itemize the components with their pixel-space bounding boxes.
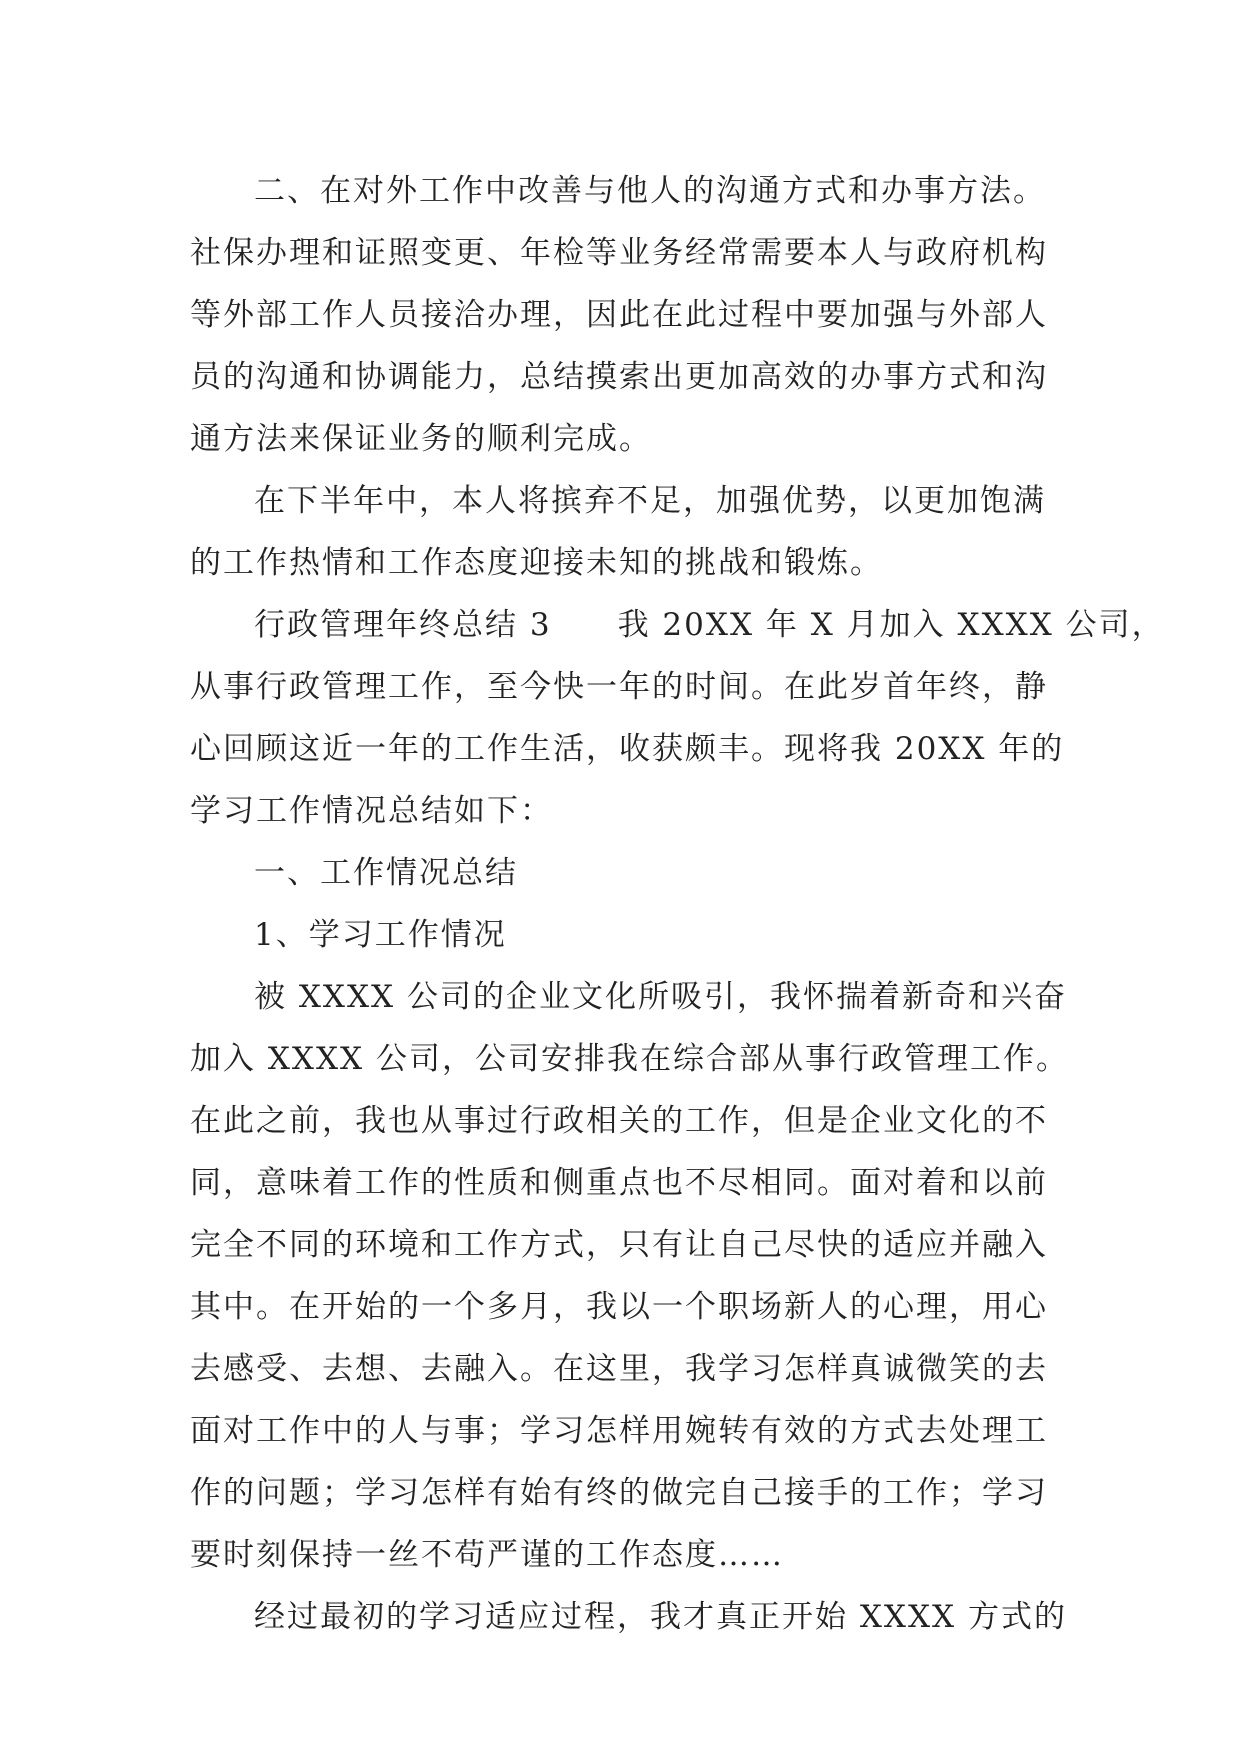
- text-line: 被 XXXX 公司的企业文化所吸引，我怀揣着新奇和兴奋: [254, 979, 1067, 1015]
- text-line: 员的沟通和协调能力，总结摸索出更加高效的办事方式和沟: [190, 359, 1048, 395]
- text-line: 完全不同的环境和工作方式，只有让自己尽快的适应并融入: [190, 1227, 1048, 1263]
- text-line: 二、在对外工作中改善与他人的沟通方式和办事方法。: [254, 173, 1046, 209]
- text-line: 加入 XXXX 公司，公司安排我在综合部从事行政管理工作。: [190, 1041, 1069, 1077]
- text-line: 要时刻保持一丝不苟严谨的工作态度……: [190, 1537, 784, 1573]
- subheading-line: 1、学习工作情况: [254, 917, 507, 953]
- text-line: 心回顾这近一年的工作生活，收获颇丰。现将我 20XX 年的: [190, 731, 1065, 767]
- text-line: 同，意味着工作的性质和侧重点也不尽相同。面对着和以前: [190, 1165, 1048, 1201]
- text-line: 其中。在开始的一个多月，我以一个职场新人的心理，用心: [190, 1289, 1048, 1325]
- text-line: 社保办理和证照变更、年检等业务经常需要本人与政府机构: [190, 235, 1048, 271]
- text-line: 等外部工作人员接洽办理，因此在此过程中要加强与外部人: [190, 297, 1048, 333]
- text-line: 从事行政管理工作，至今快一年的时间。在此岁首年终，静: [190, 669, 1048, 705]
- text-line: 在此之前，我也从事过行政相关的工作，但是企业文化的不: [190, 1103, 1048, 1139]
- text-line: 作的问题；学习怎样有始有终的做完自己接手的工作；学习: [190, 1475, 1048, 1511]
- text-line: 去感受、去想、去融入。在这里，我学习怎样真诚微笑的去: [190, 1351, 1048, 1387]
- text-line: 在下半年中，本人将摈弃不足，加强优势，以更加饱满: [254, 483, 1046, 519]
- text-line: 的工作热情和工作态度迎接未知的挑战和锻炼。: [190, 545, 883, 581]
- text-line: 面对工作中的人与事；学习怎样用婉转有效的方式去处理工: [190, 1413, 1048, 1449]
- text-line: 经过最初的学习适应过程，我才真正开始 XXXX 方式的: [254, 1599, 1067, 1635]
- text-line: 通方法来保证业务的顺利完成。: [190, 421, 652, 457]
- text-line: 学习工作情况总结如下：: [190, 793, 553, 829]
- document-body: [190, 160, 1165, 1648]
- heading-line: 一、工作情况总结: [254, 855, 518, 891]
- section-title-line: 行政管理年终总结 3 我 20XX 年 X 月加入 XXXX 公司，: [254, 607, 1165, 643]
